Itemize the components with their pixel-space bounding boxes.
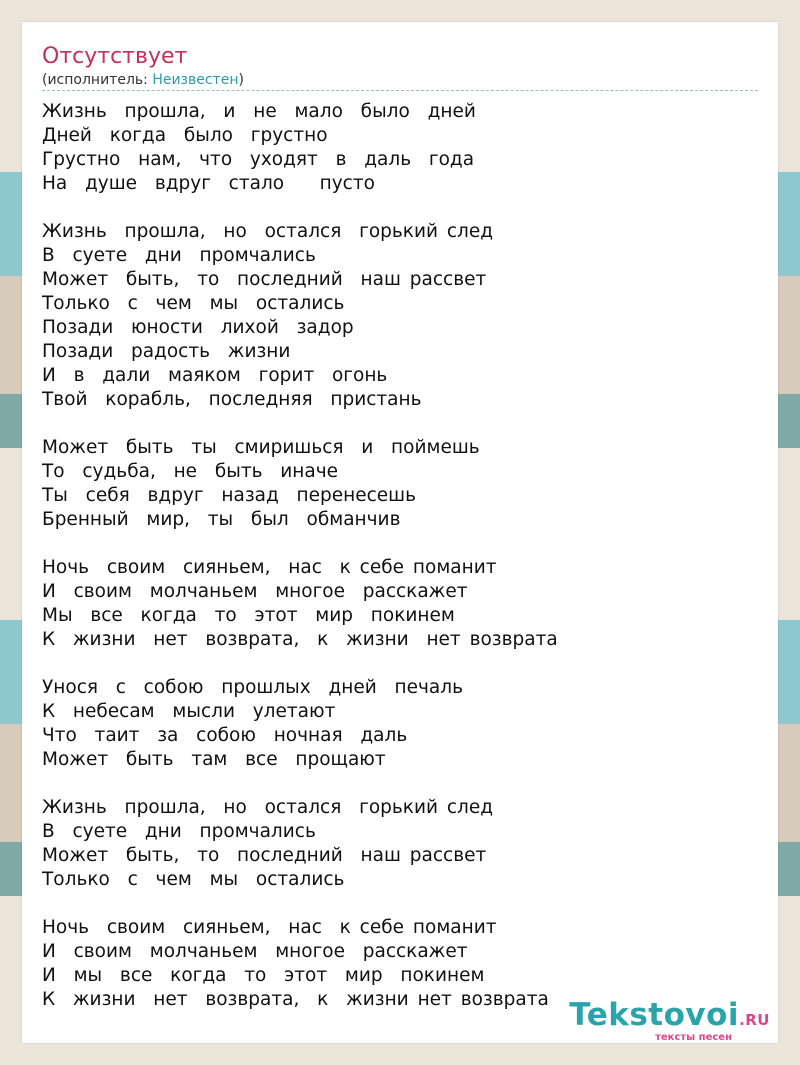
- lyrics-stanza: [42, 796, 768, 892]
- lyrics-stanza: [42, 676, 768, 772]
- lyrics-stanza: [42, 100, 768, 196]
- lyrics-line: Может быть ты смиришься и поймешь: [42, 437, 480, 458]
- lyrics-line: К жизни нет возврата, к жизни нет возврата: [42, 989, 549, 1010]
- lyrics-line: Только с чем мы остались: [42, 293, 345, 314]
- lyrics-line: Жизнь прошла, но остался горький след: [42, 797, 494, 818]
- site-logo[interactable]: [569, 997, 770, 1043]
- lyrics-card: [22, 22, 778, 1043]
- lyrics-body: [42, 100, 768, 1036]
- lyrics-stanza: [42, 556, 768, 652]
- lyrics-line: Может быть, то последний наш рассвет: [42, 845, 487, 866]
- lyrics-line: К жизни нет возврата, к жизни нет возврата: [42, 629, 558, 650]
- logo-subtitle: тексты песен: [655, 1032, 732, 1043]
- lyrics-stanza: [42, 220, 768, 412]
- lyrics-line: Твой корабль, последняя пристань: [42, 389, 422, 410]
- title-divider: [42, 90, 758, 91]
- artist-suffix: ): [238, 72, 244, 88]
- lyrics-line: На душе вдруг стало пусто: [42, 173, 375, 194]
- lyrics-line: Может быть там все прощают: [42, 749, 386, 770]
- artist-prefix: (исполнитель:: [42, 72, 153, 88]
- lyrics-line: И своим молчаньем многое расскажет: [42, 941, 468, 962]
- lyrics-line: И в дали маяком горит огонь: [42, 365, 388, 386]
- lyrics-line: Жизнь прошла, и не мало было дней: [42, 101, 476, 122]
- song-title: Отсутствует: [42, 44, 188, 69]
- lyrics-line: Позади юности лихой задор: [42, 317, 354, 338]
- lyrics-line: Ночь своим сияньем, нас к себе поманит: [42, 557, 497, 578]
- lyrics-line: И мы все когда то этот мир покинем: [42, 965, 485, 986]
- lyrics-line: Позади радость жизни: [42, 341, 291, 362]
- lyrics-line: Дней когда было грустно: [42, 125, 328, 146]
- artist-link[interactable]: Неизвестен: [152, 72, 239, 88]
- lyrics-line: Что таит за собою ночная даль: [42, 725, 408, 746]
- lyrics-line: Может быть, то последний наш рассвет: [42, 269, 487, 290]
- lyrics-line: Унося с собою прошлых дней печаль: [42, 677, 463, 698]
- lyrics-line: Только с чем мы остались: [42, 869, 345, 890]
- lyrics-line: И своим молчаньем многое расскажет: [42, 581, 468, 602]
- logo-text: Tekstovoi: [569, 997, 740, 1033]
- lyrics-line: В суете дни промчались: [42, 821, 316, 842]
- lyrics-line: Бренный мир, ты был обманчив: [42, 509, 401, 530]
- lyrics-line: Ты себя вдруг назад перенесешь: [42, 485, 417, 506]
- lyrics-line: Мы все когда то этот мир покинем: [42, 605, 455, 626]
- artist-line: [42, 72, 244, 88]
- logo-tld: .RU: [739, 1011, 770, 1029]
- lyrics-line: Ночь своим сияньем, нас к себе поманит: [42, 917, 497, 938]
- lyrics-line: Грустно нам, что уходят в даль года: [42, 149, 475, 170]
- lyrics-line: То судьба, не быть иначе: [42, 461, 339, 482]
- lyrics-line: К небесам мысли улетают: [42, 701, 336, 722]
- lyrics-line: Жизнь прошла, но остался горький след: [42, 221, 494, 242]
- lyrics-stanza: [42, 436, 768, 532]
- lyrics-line: В суете дни промчались: [42, 245, 316, 266]
